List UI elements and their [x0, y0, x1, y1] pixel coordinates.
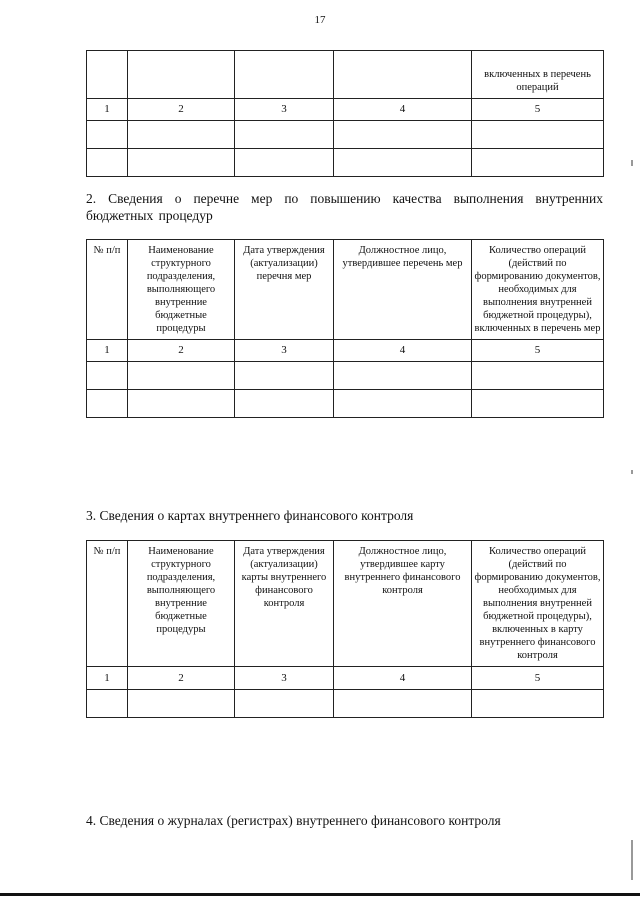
column-number-row: [87, 99, 604, 121]
table-cell: [334, 51, 472, 99]
table-row: [87, 149, 604, 177]
column-number-row: [87, 667, 604, 690]
column-number: 3: [235, 667, 334, 690]
column-number: 3: [235, 340, 334, 362]
table-row: [87, 51, 604, 99]
section-2-heading: 2. Сведения о перечне мер по повышению качества выполнения внутренних бюджетных процедур: [86, 191, 603, 223]
table-3-control-cards: [86, 540, 604, 718]
column-number: 5: [472, 340, 604, 362]
table-header-row: [87, 240, 604, 340]
page-number: 17: [314, 14, 326, 26]
column-header: Дата утверждения (актуализации) карты внутреннего финансового контроля: [235, 541, 334, 667]
table-row: [87, 690, 604, 718]
column-header: Наименование структурного подразделения, выполняющего внутренние бюджетные процедуры: [128, 240, 235, 340]
column-header: Наименование структурного подразделения, выполняющего внутренние бюджетные процедуры: [128, 541, 235, 667]
scan-artifact: [631, 470, 633, 474]
table-row: [87, 390, 604, 418]
column-header: № п/п: [87, 240, 128, 340]
column-header: Должностное лицо, утвердившее перечень мер: [334, 240, 472, 340]
column-number: 2: [128, 340, 235, 362]
column-number: 1: [87, 99, 128, 121]
section-3-heading: 3. Сведения о картах внутреннего финансового контроля: [86, 508, 414, 523]
column-number: 1: [87, 667, 128, 690]
column-header: включенных в перечень операций: [472, 51, 604, 99]
column-header: Количество операций (действий по формированию документов, необходимых для выполнения внутренней бюджетной процедуры), включенных в карту внутреннего финансового контроля: [472, 541, 604, 667]
section-4-heading: 4. Сведения о журналах (регистрах) внутреннего финансового контроля: [86, 813, 501, 828]
table-row: [87, 362, 604, 390]
table-cell: [128, 51, 235, 99]
table-cell: [235, 51, 334, 99]
column-number: 5: [472, 667, 604, 690]
column-number: 4: [334, 99, 472, 121]
column-header: Количество операций (действий по формированию документов, необходимых для выполнения внутренней бюджетной процедуры), включенных в перечень мер: [472, 240, 604, 340]
table-row: [87, 121, 604, 149]
column-header: № п/п: [87, 541, 128, 667]
table-header-row: [87, 541, 604, 667]
column-number: 2: [128, 99, 235, 121]
column-number: 4: [334, 340, 472, 362]
column-number: 1: [87, 340, 128, 362]
bottom-scan-edge: [0, 893, 640, 896]
column-number-row: [87, 340, 604, 362]
column-number: 5: [472, 99, 604, 121]
table-cell: [87, 51, 128, 99]
table-1-continuation: [86, 50, 604, 177]
column-header: Должностное лицо, утвердившее карту внутреннего финансового контроля: [334, 541, 472, 667]
column-number: 4: [334, 667, 472, 690]
column-header: Дата утверждения (актуализации) перечня мер: [235, 240, 334, 340]
scan-artifact: [631, 160, 633, 166]
column-number: 2: [128, 667, 235, 690]
table-2-measures: [86, 239, 604, 418]
scan-artifact: [631, 840, 633, 880]
column-number: 3: [235, 99, 334, 121]
